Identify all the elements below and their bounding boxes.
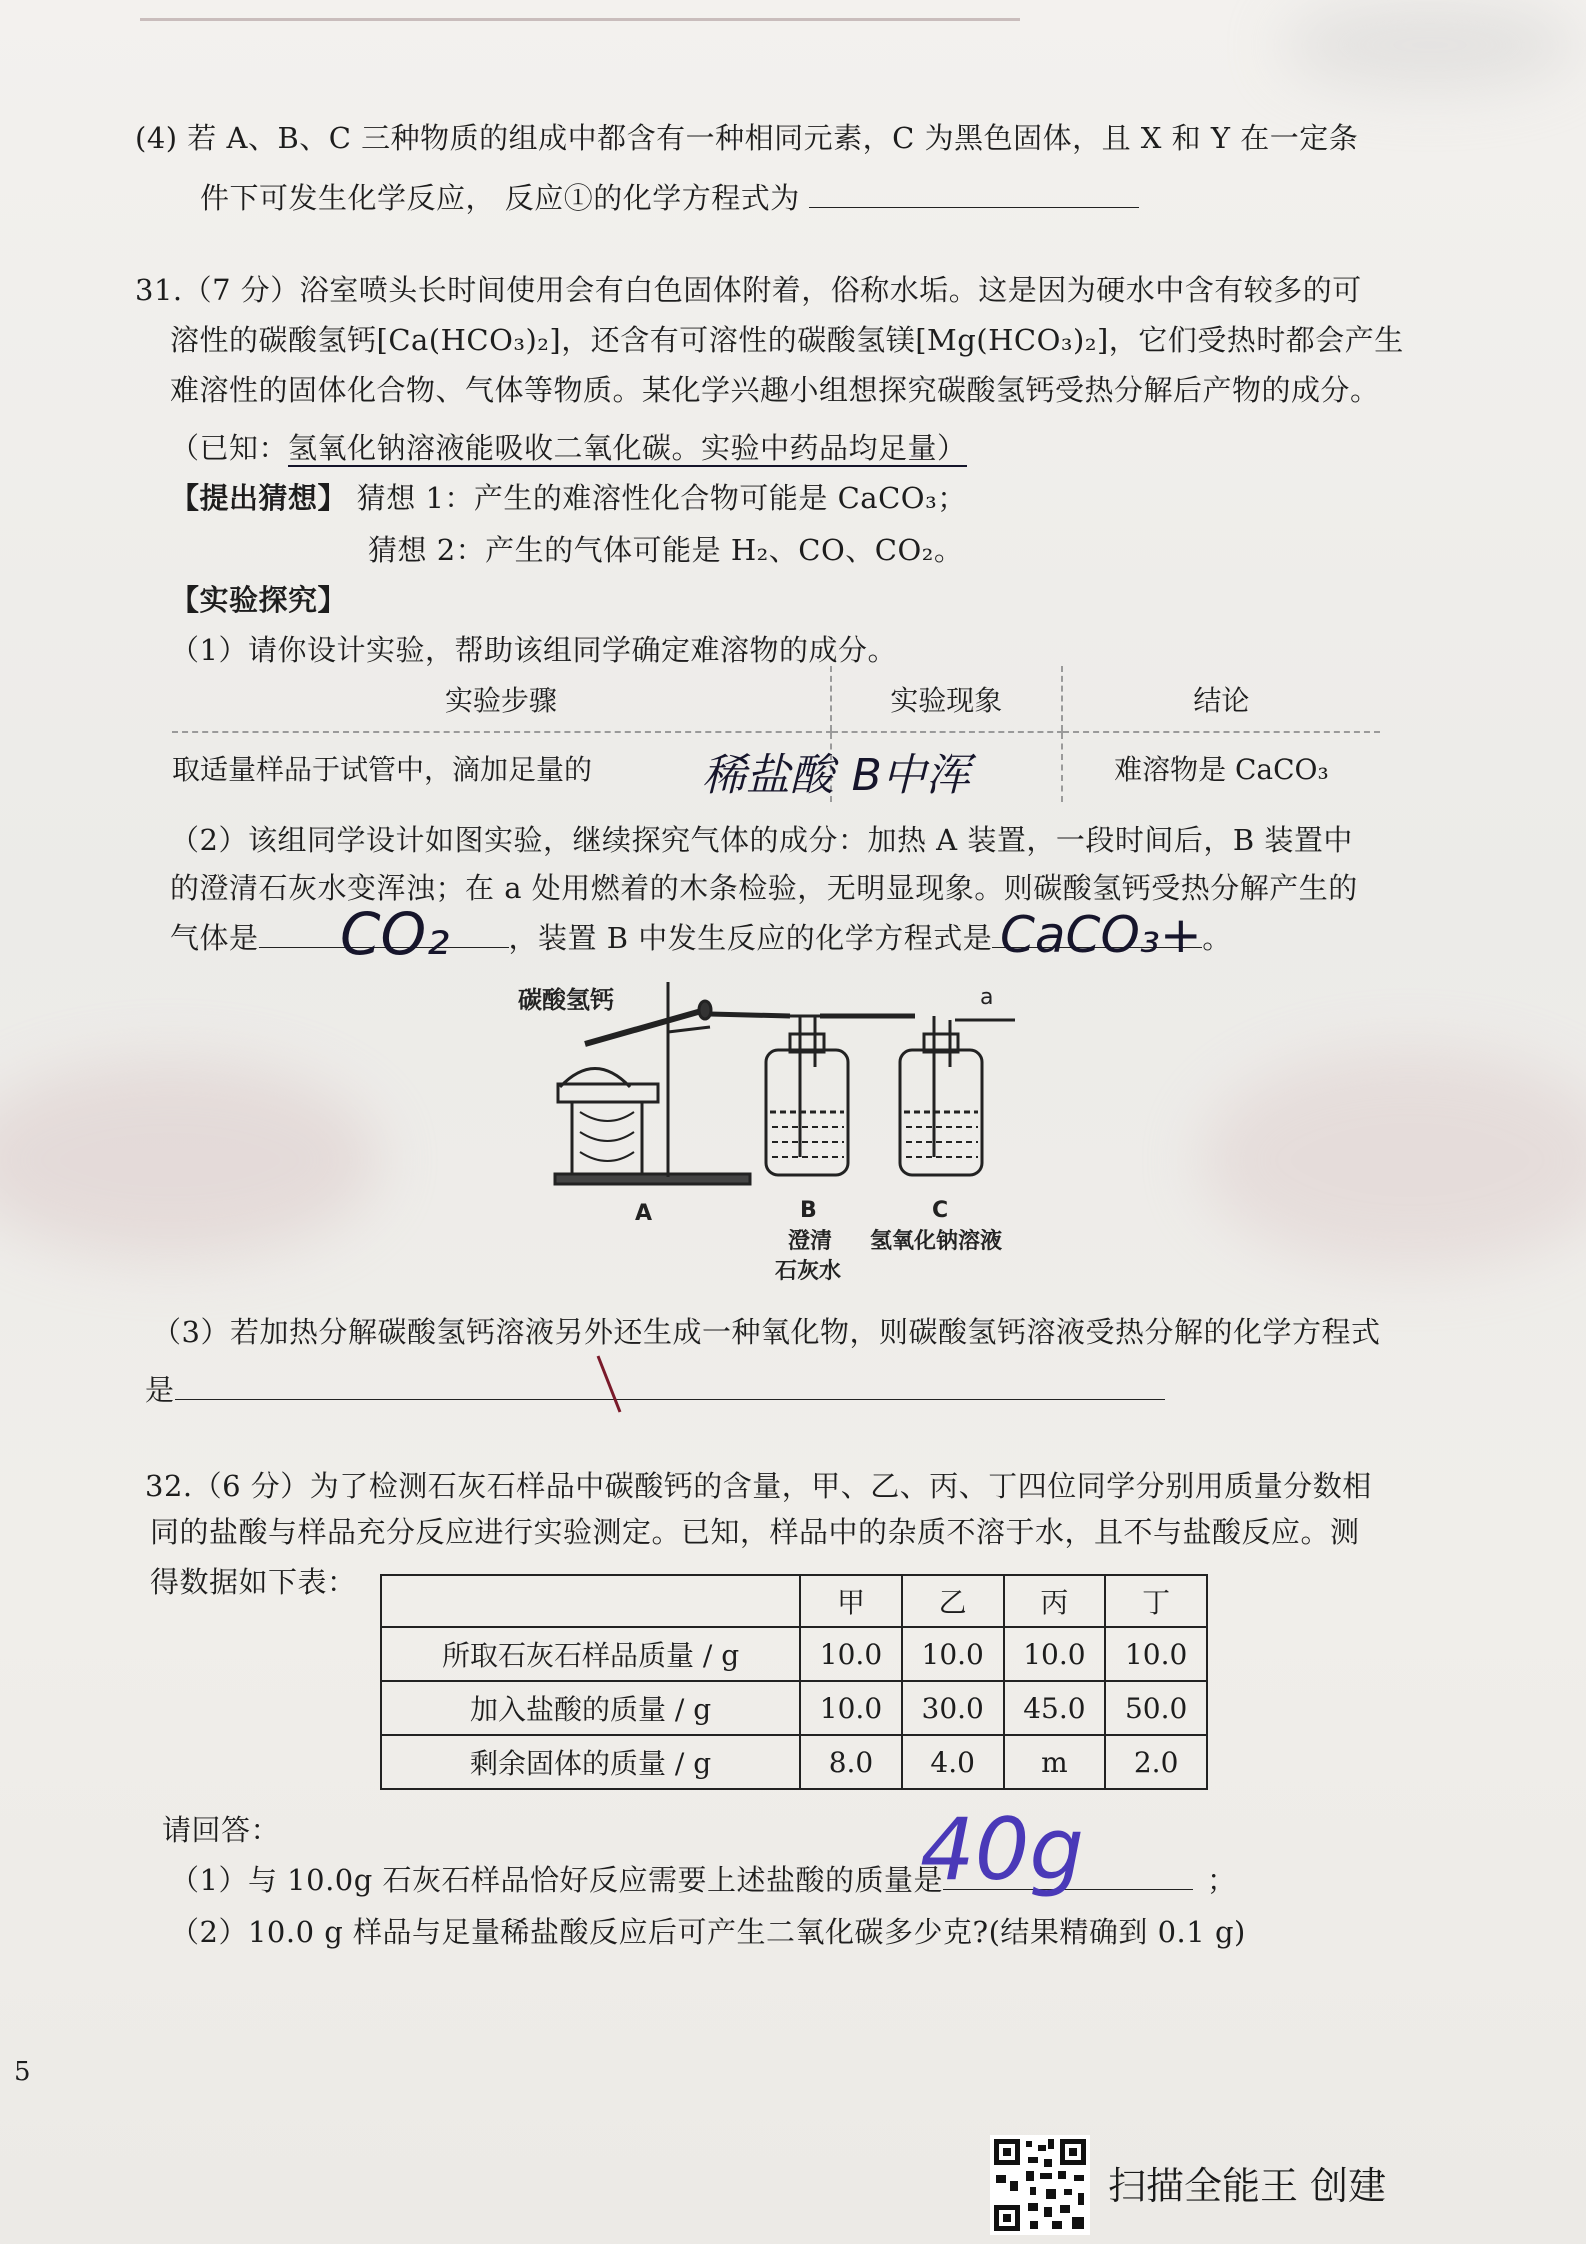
q31-experiment-table: [172, 666, 1380, 802]
q32-line3: 得数据如下表：: [150, 1565, 357, 1599]
q30-answer-blank[interactable]: [809, 181, 1139, 208]
test-tube: [585, 1010, 705, 1044]
pen-mark-slash: [590, 1350, 630, 1420]
q31-sub3-blank[interactable]: [175, 1373, 1165, 1400]
q31-table-conclusion: 难溶物是 CaCO₃: [1062, 732, 1380, 802]
q31-explore-label: 【实验探究】: [170, 583, 348, 617]
diagram-label-A: A: [635, 1201, 653, 1226]
q32-col-header: 甲: [800, 1575, 902, 1627]
q32-cell: 10.0: [1105, 1627, 1207, 1681]
q32-data-table: [380, 1574, 1208, 1790]
q31-sub3-line2-text: 是: [145, 1373, 175, 1407]
q31-hypothesis-2: 猜想 2：产生的气体可能是 H₂、CO、CO₂。: [368, 533, 964, 567]
q31-line3: 难溶性的固体化合物、气体等物质。某化学兴趣小组想探究碳酸氢钙受热分解后产物的成分。: [170, 373, 1380, 407]
q31-known-body: 氢氧化钠溶液能吸收二氧化碳。实验中药品均足量）: [288, 431, 967, 465]
q32-cell: 2.0: [1105, 1735, 1207, 1789]
apparatus-diagram: [500, 972, 1060, 1292]
q31-hypothesis-1: [170, 478, 967, 518]
q32-col-header: 乙: [902, 1575, 1004, 1627]
q31-table-phenomenon-cell: [831, 732, 1062, 802]
q32-handwritten-answer: 40g: [920, 1800, 1085, 1900]
q31-sub1: （1）请你设计实验，帮助该组同学确定难溶物的成分。: [170, 633, 897, 667]
q32-cell: 10.0: [1004, 1627, 1106, 1681]
q31-sub2-line1: （2）该组同学设计如图实验，继续探究气体的成分：加热 A 装置，一段时间后，B 装置中: [170, 823, 1353, 857]
wire-gauze: [558, 1084, 658, 1102]
qr-code-icon: [990, 2135, 1090, 2235]
diagram-label-C: C: [932, 1198, 949, 1223]
q32-cell: 4.0: [902, 1735, 1004, 1789]
diagram-reagent-label: 碳酸氢钙: [518, 986, 614, 1014]
q31-table-header-step: 实验步骤: [172, 666, 831, 732]
q32-sub2: （2）10.0 g 样品与足量稀盐酸反应后可产生二氧化碳多少克?(结果精确到 0.1 g): [170, 1915, 1246, 1949]
q31-handwritten-step: 稀盐酸: [702, 750, 834, 801]
q32-table-corner: [381, 1575, 800, 1627]
q31-table-header-phenomenon: 实验现象: [831, 666, 1062, 732]
q32-cell: 50.0: [1105, 1681, 1207, 1735]
q31-table-header-conclusion: 结论: [1062, 666, 1380, 732]
q31-sub2-line3a: 气体是: [170, 921, 259, 955]
diagram-label-B: B: [800, 1198, 817, 1223]
q32-line2: 同的盐酸与样品充分反应进行实验测定。已知，样品中的杂质不溶于水，且不与盐酸反应。测: [150, 1515, 1360, 1549]
diagram-label-a: a: [980, 985, 994, 1010]
page-number: 5: [14, 2057, 32, 2087]
q31-known-prefix: （已知：: [170, 431, 289, 465]
q31-handwritten-phenomenon: B中浑: [851, 750, 970, 801]
q31-hypothesis-1-text: 猜想 1：产生的难溶性化合物可能是 CaCO₃；: [356, 481, 967, 515]
q31-period: 。: [1202, 921, 1232, 955]
rubber-tube-1: [710, 1014, 790, 1016]
q32-table-row: [381, 1735, 1207, 1789]
watermark-text: 扫描全能王 创建: [1108, 2164, 1387, 2208]
q32-col-header: 丙: [1004, 1575, 1106, 1627]
q32-cell: 10.0: [800, 1681, 902, 1735]
q31-known: [170, 428, 967, 468]
q32-cell: m: [1004, 1735, 1106, 1789]
q31-sub3-line1: （3）若加热分解碳酸氢钙溶液另外还生成一种氧化物，则碳酸氢钙溶液受热分解的化学方程式: [152, 1315, 1381, 1349]
q31-sub2-line3b: ，装置 B 中发生反应的化学方程式是: [508, 921, 993, 955]
q31-handwritten-gas: CO₂: [340, 900, 450, 968]
q32-table-row: [381, 1627, 1207, 1681]
q32-col-header: 丁: [1105, 1575, 1207, 1627]
q32-answer-label: 请回答：: [162, 1813, 281, 1847]
q32-row-label: 加入盐酸的质量 / g: [381, 1681, 800, 1735]
q31-hypothesis-label: 【提出猜想】: [170, 481, 348, 515]
q32-cell: 45.0: [1004, 1681, 1106, 1735]
q31-sub2-line2: 的澄清石灰水变浑浊；在 a 处用燃着的木条检验，无明显现象。则碳酸氢钙受热分解产生的: [170, 871, 1358, 905]
q31-table-step-cell: [172, 732, 834, 802]
q30-line1: (4) 若 A、B、C 三种物质的组成中都含有一种相同元素，C 为黑色固体，且 X 和 Y 在一定条: [135, 121, 1359, 155]
q32-table-row: [381, 1681, 1207, 1735]
q30-line2-text: 件下可发生化学反应， 反应①的化学方程式为: [200, 181, 800, 215]
top-scan-edge: [140, 18, 1020, 21]
q32-row-label: 所取石灰石样品质量 / g: [381, 1627, 800, 1681]
q31-head: 31.（7 分）浴室喷头长时间使用会有白色固体附着，俗称水垢。这是因为硬水中含有较多的可: [135, 273, 1362, 307]
q32-cell: 8.0: [800, 1735, 902, 1789]
diagram-caption-B-2: 石灰水: [775, 1259, 842, 1284]
q32-cell: 30.0: [902, 1681, 1004, 1735]
q32-head: 32.（6 分）为了检测石灰石样品中碳酸钙的含量，甲、乙、丙、丁四位同学分别用质量分数相: [145, 1469, 1372, 1503]
diagram-caption-C: 氢氧化钠溶液: [870, 1229, 1003, 1254]
q32-sub1-text: （1）与 10.0g 石灰石样品恰好反应需要上述盐酸的质量是: [170, 1863, 944, 1897]
q32-cell: 10.0: [902, 1627, 1004, 1681]
q32-row-label: 剩余固体的质量 / g: [381, 1735, 800, 1789]
q31-handwritten-equation: CaCO₃+: [1000, 906, 1202, 964]
q30-line2: [200, 178, 1139, 218]
q31-line2: 溶性的碳酸氢钙[Ca(HCO₃)₂]，还含有可溶性的碳酸氢镁[Mg(HCO₃)₂]，它们受热时都会产生: [170, 323, 1404, 357]
diagram-caption-B-1: 澄清: [788, 1229, 833, 1254]
q31-sub3-line2: [145, 1370, 1165, 1410]
q32-cell: 10.0: [800, 1627, 902, 1681]
q31-table-step: 取适量样品于试管中，滴加足量的: [172, 752, 593, 786]
q32-sub1-end: ；: [1207, 1863, 1237, 1897]
